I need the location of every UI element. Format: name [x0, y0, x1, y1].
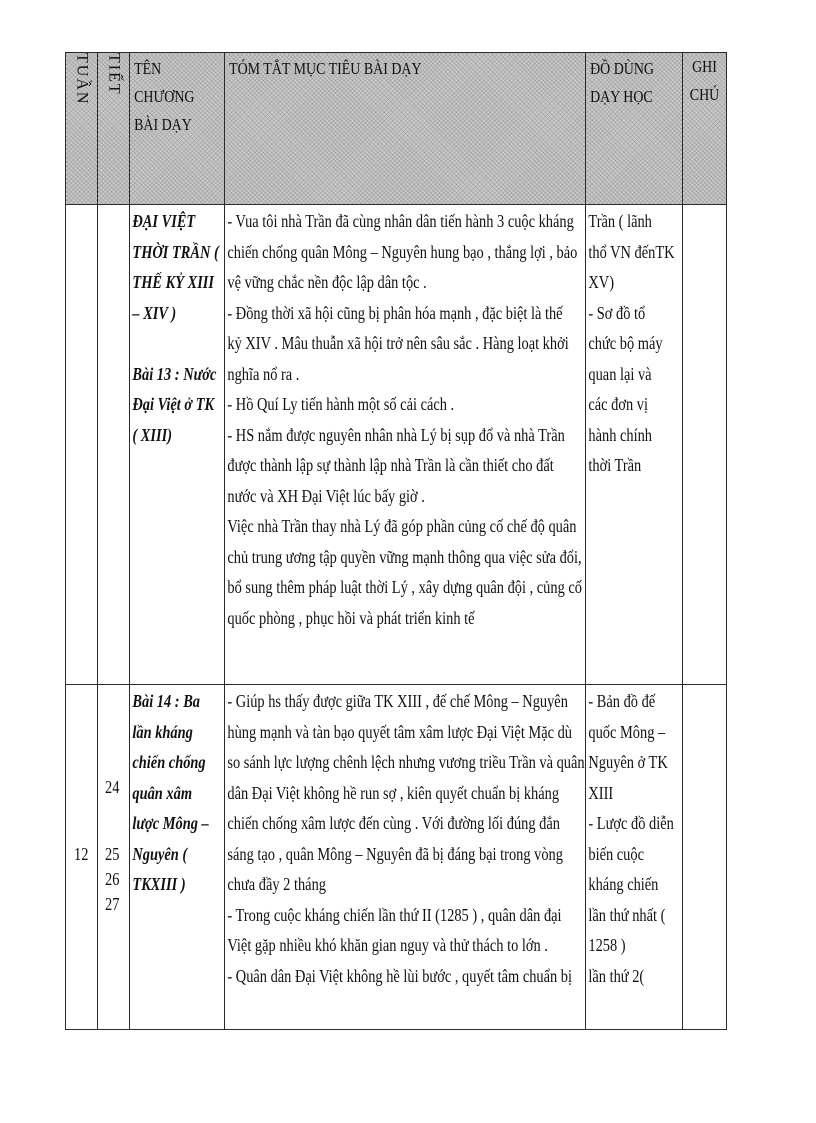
- cell-do-dung: [586, 685, 683, 1030]
- table-row: [66, 205, 727, 685]
- lesson-title: ĐẠI VIỆT THỜI TRẦN ( THẾ KỶ XIII – XIV ) Bài 13 : Nước Đại Việt ở TK ( XIII): [132, 211, 219, 445]
- cell-tom-tat: [225, 205, 586, 685]
- header-ten-chuong-label: TÊN CHƯƠNG BÀI DẠY: [134, 59, 195, 134]
- table-header-row: [66, 53, 727, 205]
- header-ghi-chu-label: GHI CHÚ: [689, 57, 720, 104]
- period-number: 26: [105, 869, 120, 889]
- cell-tiet: [98, 685, 130, 1030]
- cell-ten-chuong: [130, 205, 225, 685]
- lesson-plan-table: [65, 52, 727, 1030]
- period-number: 24: [105, 777, 120, 797]
- header-do-dung: [586, 53, 683, 205]
- cell-tom-tat: [225, 685, 586, 1030]
- header-ghi-chu: [683, 53, 727, 205]
- objectives-text: - Vua tôi nhà Trần đã cùng nhân dân tiến hành 3 cuộc kháng chiến chống quân Mông – Nguyên hung bạo , thắng lợi , bảo vệ vững chắc nền độc lập dân tộc . - Đồng thời xã hội cũng bị phân hóa mạnh , đặc biệt là thế kỷ XIV . Mâu thuẫn xã hội trở nên sâu sắc . Hàng loạt khởi nghĩa nổ ra . - Hồ Quí Ly tiến hành một số cải cách . - HS nắm được nguyên nhân nhà Lý bị sụp đổ và nhà Trần được thành lập sự thành lập nhà Trần là cần thiết cho đất nước và XH Đại Việt lúc bấy giờ . Việc nhà Trần thay nhà Lý đã góp phần củng cố chế độ quân chủ trung ương tập quyền vững mạnh thông qua việc sửa đổi, bổ sung thêm pháp luật thời Lý , xây dựng quân đội , củng cố quốc phòng , phục hồi và phát triển kinh tế: [227, 211, 582, 628]
- table-row: [66, 685, 727, 1030]
- header-tiet-label: TIẾT: [105, 53, 123, 96]
- header-tuan-label: TUẦN: [73, 53, 91, 106]
- teaching-materials: - Bản đồ đế quốc Mông – Nguyên ở TK XIII - Lược đồ diễn biến cuộc kháng chiến lần thứ nhất ( 1258 ) lần thứ 2(: [588, 691, 674, 986]
- header-do-dung-label: ĐỒ DÙNG DẠY HỌC: [590, 59, 654, 106]
- header-ten-chuong: [130, 53, 225, 205]
- objectives-text: - Giúp hs thấy được giữa TK XIII , đế chế Mông – Nguyên hùng mạnh và tàn bạo quyết tâm xâm lược Đại Việt Mặc dù so sánh lực lượng chênh lệch nhưng vương triều Trần và quân dân Đại Việt không hề run sợ , kiên quyết chuẩn bị kháng chiến chống xâm lược đến cùng . Với đường lối đúng đắn sáng tạo , quân Mông – Nguyên đã bị đáng bại trong vòng chưa đầy 2 tháng - Trong cuộc kháng chiến lần thứ II (1285 ) , quân dân đại Việt gặp nhiều khó khăn gian nguy và thử thách to lớn . - Quân dân Đại Việt không hề lùi bước , quyết tâm chuẩn bị: [227, 691, 585, 986]
- cell-tiet: [98, 205, 130, 685]
- lesson-title: Bài 14 : Ba lần kháng chiến chống quân xâm lược Mông – Nguyên ( TKXIII ): [132, 691, 209, 894]
- cell-ghi-chu: [683, 685, 727, 1030]
- header-tiet: [98, 53, 130, 205]
- teaching-materials: Trần ( lãnh thổ VN đếnTK XV) - Sơ đồ tổ chức bộ máy quan lại và các đơn vị hành chính thời Trần: [588, 211, 675, 475]
- week-number: 12: [74, 844, 89, 864]
- period-number: 25: [105, 844, 120, 864]
- header-tuan: [66, 53, 98, 205]
- period-number: 27: [105, 894, 120, 914]
- cell-tuan: [66, 685, 98, 1030]
- cell-tuan: [66, 205, 98, 685]
- cell-do-dung: [586, 205, 683, 685]
- header-tom-tat: [225, 53, 586, 205]
- cell-ghi-chu: [683, 205, 727, 685]
- cell-ten-chuong: [130, 685, 225, 1030]
- header-tom-tat-label: TÓM TẮT MỤC TIÊU BÀI DẠY: [229, 59, 422, 78]
